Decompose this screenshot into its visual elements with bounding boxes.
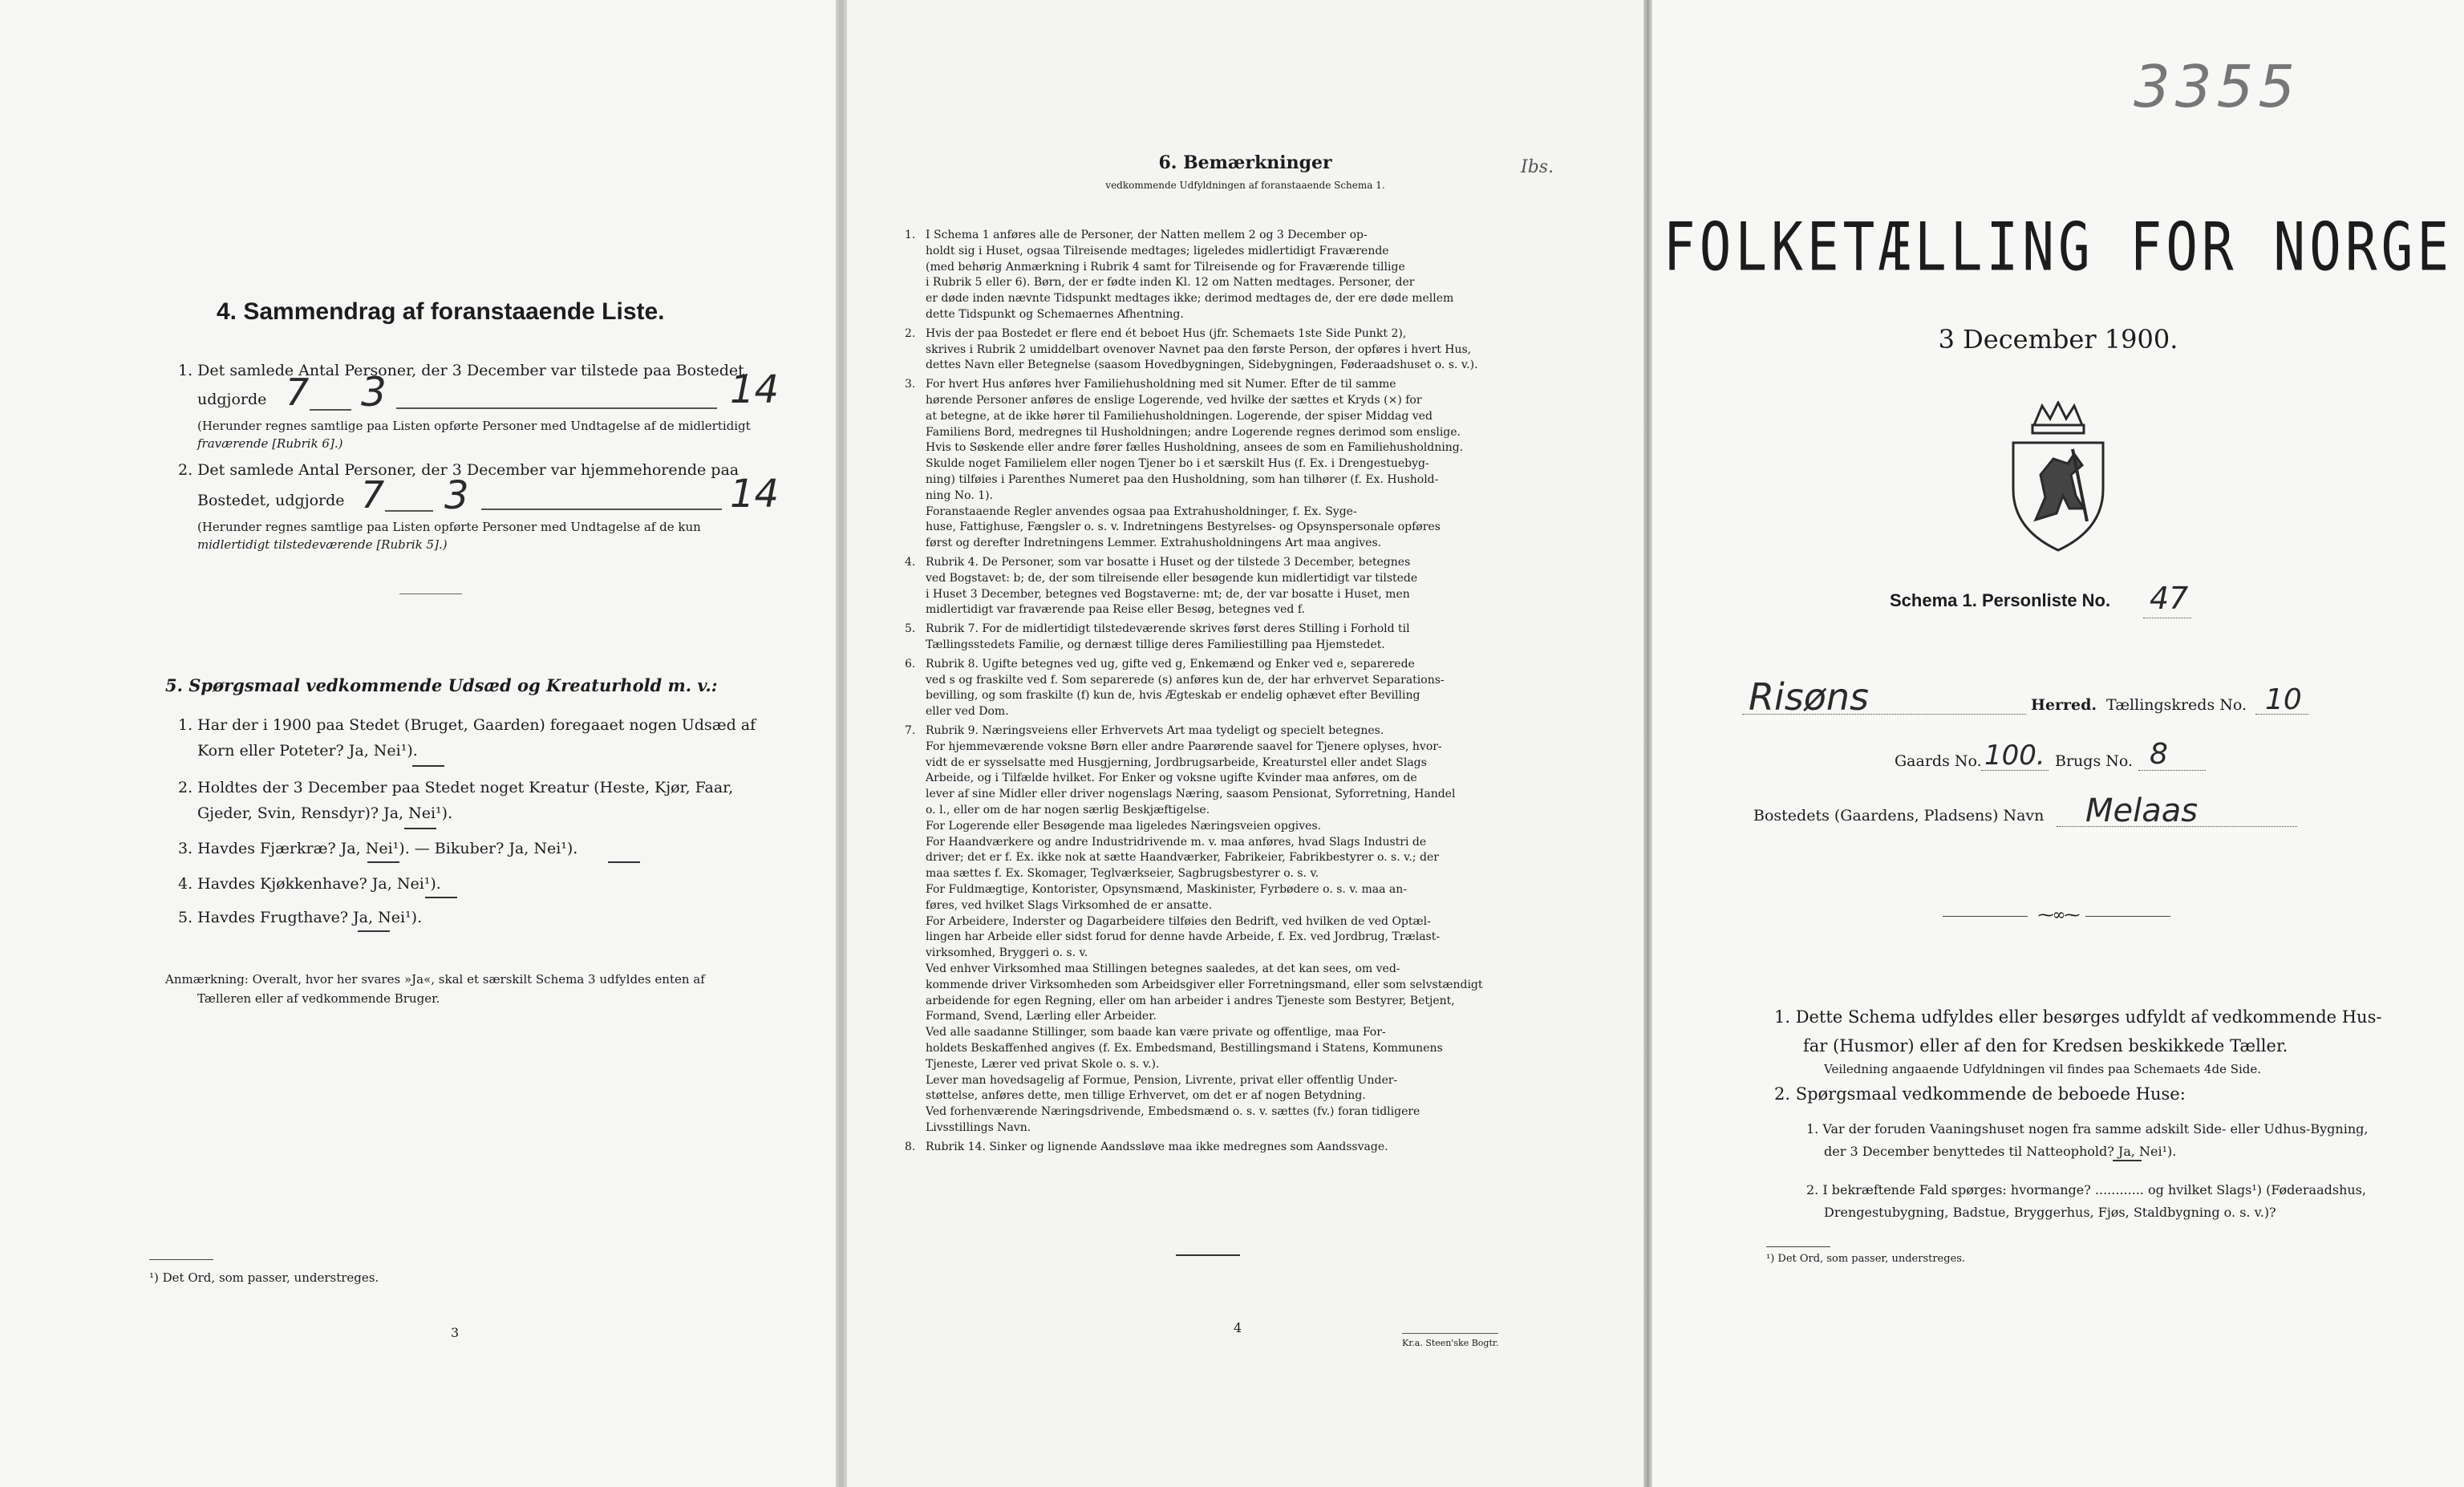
remark-line: skrives i Rubrik 2 umiddelbart ovenover Navnet paa den første Person, der opføres i hvert Hus, <box>926 342 1472 356</box>
s5-q1-line2: Korn eller Poteter? Ja, Nei¹). <box>197 742 418 760</box>
remark-line: Ved enhver Virksomhed maa Stillingen betegnes saaledes, at det kan sees, om ved- <box>926 962 1400 975</box>
census-date: 3 December 1900. <box>1938 324 2178 355</box>
ornament-rule-right <box>2085 916 2170 917</box>
q1-note-2: fraværende [Rubrik 6].) <box>197 436 343 451</box>
s5-q2-line1: 2. Holdtes der 3 December paa Stedet noget Kreatur (Heste, Kjør, Faar, <box>178 779 734 796</box>
s5-q1-underline <box>412 765 444 767</box>
remark-item <box>905 657 1551 720</box>
remark-line: Rubrik 9. Næringsveiens eller Erhvervets Art maa tydeligt og specielt betegnes. <box>926 724 1384 737</box>
remark-number: 8. <box>905 1140 916 1153</box>
remark-line: ning No. 1). <box>926 488 994 502</box>
remark-line: holdt sig i Huset, ogsaa Tilreisende medtages; ligeledes midlertidigt Fraværende <box>926 244 1389 257</box>
bosted-line <box>2057 826 2297 827</box>
remark-line: Hvis der paa Bostedet er flere end ét beboet Hus (jfr. Schemaets 1ste Side Punkt 2), <box>926 326 1407 340</box>
remarks-subtitle: vedkommende Udfyldningen af foranstaaende Schema 1. <box>1105 180 1385 191</box>
remark-line: Ved alle saadanne Stillinger, som baade kan være private og offentlige, maa For- <box>926 1026 1386 1039</box>
census-title: FOLKETÆLLING FOR NORGE <box>1663 209 2454 286</box>
remark-line1: Anmærkning: Overalt, hvor her svares »Ja«, skal et særskilt Schema 3 udfyldes enten af <box>165 972 705 987</box>
s5-q1-line1: 1. Har der i 1900 paa Stedet (Bruget, Gaarden) foregaaet nogen Udsæd af <box>178 716 756 734</box>
remark-line: midlertidigt var fraværende paa Reise eller Besøg, betegnes ved f. <box>926 603 1305 617</box>
remark-line: For hvert Hus anføres hver Familiehusholdning med sit Numer. Efter de til samme <box>926 378 1396 391</box>
remark-line: Rubrik 14. Sinker og lignende Aandssløve maa ikke medregnes som Aandssvage. <box>926 1140 1388 1153</box>
instruction2-q1-line2: der 3 December benyttedes til Natteophold? Ja, Nei¹). <box>1824 1144 2177 1159</box>
remark-line: kommende driver Virksomheden som Arbeidsgiver eller Forretningsmand, eller som selvstændigt <box>926 978 1483 991</box>
remark-item <box>905 622 1551 654</box>
page-number: 4 <box>1234 1320 1242 1335</box>
herred-line <box>1742 714 2026 715</box>
kreds-value: 10 <box>2265 683 2302 716</box>
remark-line: lever af sine Midler eller driver nogenslags Næring, saasom Pensionat, Syforretning, Handel <box>926 788 1456 801</box>
archive-number: 3355 <box>2134 53 2300 120</box>
q1-dash-1 <box>310 409 351 411</box>
brugs-label: Brugs No. <box>2055 752 2134 770</box>
s5-q3-underline-b <box>608 861 640 863</box>
remark-number: 6. <box>905 657 916 671</box>
remark-line: dettes Navn eller Betegnelse (saasom Hovedbygningen, Sidebygningen, Føderaadshuset o. s. v.). <box>926 359 1478 372</box>
gaards-value: 100. <box>1984 739 2045 772</box>
remark-line: I Schema 1 anføres alle de Personer, der Natten mellem 2 og 3 December op- <box>926 229 1368 241</box>
q1-line2: udgjorde <box>197 391 267 408</box>
kreds-line <box>2255 714 2308 715</box>
instruction2-q1-underline <box>2113 1160 2142 1161</box>
remark-line: Arbeide, og i Tilfælde hvilket. For Enker og voksne ugifte Kvinder maa anføres, om de <box>926 772 1417 785</box>
remark-line: For Fuldmægtige, Kontorister, Opsynsmænd, Maskinister, Fyrbødere o. s. v. maa an- <box>926 882 1407 896</box>
q2-line2: Bostedet, udgjorde <box>197 492 345 509</box>
s5-q4-underline <box>425 897 457 898</box>
remark-line: virksomhed, Bryggeri o. s. v. <box>926 946 1088 960</box>
instruction2-q2-line1: 2. I bekræftende Fald spørges: hvormange? ............ og hvilket Slags¹) (Føderaadshus, <box>1806 1182 2366 1197</box>
brugs-line <box>2138 770 2206 771</box>
remark-line: bevilling, og som fraskilte (f) kun de, hvis Ægteskab er endelig ophævet efter Bevilling <box>926 689 1420 703</box>
remark-line: Tællingsstedets Familie, og dernæst tillige deres Familiestilling paa Hjemstedet. <box>926 638 1385 651</box>
coat-of-arms-icon <box>2004 401 2113 553</box>
instruction1-line1: 1. Dette Schema udfyldes eller besørges udfyldt af vedkommende Hus- <box>1774 1007 2382 1027</box>
q1-value-1: 7 <box>286 371 310 414</box>
remarks-end-rule <box>1176 1254 1240 1256</box>
herred-value: Risøns <box>1749 675 1869 719</box>
remark-number: 4. <box>905 556 916 569</box>
remark-number: 7. <box>905 724 916 737</box>
q2-note-1: (Herunder regnes samtlige paa Listen opførte Personer med Undtagelse af de kun <box>197 520 701 534</box>
remark-line: føres, ved hvilket Slags Virksomhed de er ansatte. <box>926 898 1213 912</box>
remark-line: lingen har Arbeide eller sidst forud for denne havde Arbeide, f. Ex. ved Jordbrug, Trælast- <box>926 930 1441 944</box>
remark-line: hørende Personer anføres de enslige Logerende, ved hvilke der sættes et Kryds (×) for <box>926 393 1422 407</box>
instruction1-line2: far (Husmor) eller af den for Kredsen beskikkede Tæller. <box>1803 1036 2288 1055</box>
remark-line: ved Bogstavet: b; de, der som tilreisende eller besøgende kun midlertidigt var tilstede <box>926 571 1418 585</box>
q2-value-3: 14 <box>730 472 780 517</box>
remark-line: vidt de er sysselsatte med Husgjerning, Jordbrugsarbeide, Kreaturstel eller andet Slags <box>926 756 1427 769</box>
remark-item <box>905 555 1551 618</box>
remark-line: Ved forhenværende Næringsdrivende, Embedsmænd o. s. v. sættes (fv.) foran tidligere <box>926 1105 1420 1119</box>
corner-mark: Ibs. <box>1521 157 1554 177</box>
remark-line2: Tælleren eller af vedkommende Bruger. <box>197 991 440 1006</box>
s5-q3-underline-a <box>367 861 399 863</box>
remark-item <box>905 723 1551 1137</box>
ornament-rule-left <box>1943 916 2028 917</box>
remark-line: Formand, Svend, Lærling eller Arbeider. <box>926 1010 1157 1023</box>
remark-line: For Haandværkere og andre Industridrivende m. v. maa anføres, hvad Slags Industri de <box>926 835 1427 849</box>
schema-label: Schema 1. Personliste No. <box>1890 590 2111 610</box>
remark-line: o. l., eller om de har nogen særlig Beskjæftigelse. <box>926 803 1210 816</box>
gutter-right <box>1643 0 1652 1487</box>
remark-line: først og derefter Indretningens Lemmer. Extrahusholdningens Art maa angives. <box>926 537 1382 550</box>
kreds-label: Tællingskreds No. <box>2106 696 2247 714</box>
remark-line: ved s og fraskilte ved f. Som separerede (s) anføres kun de, der har erhvervet Separations- <box>926 673 1445 687</box>
remark-line: arbeidende for egen Regning, eller om han arbeider i andres Tjeneste som Bestyrer, Betjent, <box>926 994 1455 1007</box>
q2-note-2: midlertidigt tilstedeværende [Rubrik 5].) <box>197 537 448 552</box>
s5-q2-underline <box>404 828 436 829</box>
remark-line: i Rubrik 5 eller 6). Børn, der er fødte inden Kl. 12 om Natten medtages. Personer, der <box>926 276 1415 290</box>
left-page <box>0 0 836 1487</box>
footnote: ¹) Det Ord, som passer, understreges. <box>149 1270 379 1285</box>
printer-imprint: Kr.a. Steen'ske Bogtr. <box>1402 1338 1499 1348</box>
q1-note-1: (Herunder regnes samtlige paa Listen opførte Personer med Undtagelse af de midlertidigt <box>197 419 751 433</box>
instruction2-q1-line1: 1. Var der foruden Vaaningshuset nogen fra samme adskilt Side- eller Udhus-Bygning, <box>1806 1121 2369 1137</box>
bosted-value: Melaas <box>2085 792 2199 829</box>
q1-line1: 1. Det samlede Antal Personer, der 3 December var tilstede paa Bostedet, <box>178 362 749 379</box>
remark-line: Rubrik 8. Ugifte betegnes ved ug, gifte ved g, Enkemænd og Enker ved e, separerede <box>926 657 1415 671</box>
gutter-left <box>836 0 847 1487</box>
herred-label: Herred. <box>2031 696 2097 714</box>
remark-number: 2. <box>905 326 916 340</box>
remark-line: For Logerende eller Besøgende maa ligeledes Næringsveien opgives. <box>926 819 1322 833</box>
q2-dash-1 <box>385 510 433 512</box>
remark-line: Lever man hovedsagelig af Formue, Pension, Livrente, privat eller offentlig Under- <box>926 1073 1398 1087</box>
footnote-rule <box>1766 1246 1830 1247</box>
s5-q3: 3. Havdes Fjærkræ? Ja, Nei¹). — Bikuber? Ja, Nei¹). <box>178 840 578 857</box>
remark-line: maa sættes f. Ex. Skomager, Teglværkseier, Sagbrugsbestyrer o. s. v. <box>926 867 1319 881</box>
q2-value-1: 7 <box>361 473 385 517</box>
remark-line: Hvis to Søskende eller andre fører fælles Husholdning, ansees de som en Familiehusholdning. <box>926 441 1464 455</box>
s5-q2-line2: Gjeder, Svin, Rensdyr)? Ja, Nei¹). <box>197 804 453 822</box>
remark-item <box>905 326 1551 374</box>
remark-line: Skulde noget Familielem eller nogen Tjener bo i et særskilt Hus (f. Ex. i Drengestuebyg- <box>926 457 1429 471</box>
remark-line: ning) tilføies i Parenthes Numeret paa den Husholdning, som han tilhører (f. Ex. Hushold- <box>926 472 1439 486</box>
gaards-label: Gaards No. <box>1895 752 1982 770</box>
instruction2-line1: 2. Spørgsmaal vedkommende de beboede Huse: <box>1774 1084 2186 1104</box>
brugs-value: 8 <box>2150 738 2168 771</box>
remarks-title: 6. Bemærkninger <box>1158 152 1332 173</box>
printer-rule <box>1402 1333 1498 1334</box>
remark-item <box>905 1140 1551 1156</box>
q1-dash-2 <box>396 407 717 409</box>
remark-line: For hjemmeværende voksne Børn eller andre Paarørende saavel for Tjenere oplyses, hvor- <box>926 739 1442 753</box>
remark-line: driver; det er f. Ex. ikke nok at sætte Haandværker, Fabrikeier, Fabrikbestyrer o. s. v.; der <box>926 851 1439 865</box>
remark-line: støttelse, anføres dette, men tillige Erhvervet, om det er af nogen Betydning. <box>926 1089 1366 1103</box>
instruction1-line3: Veiledning angaaende Udfyldningen vil findes paa Schemaets 4de Side. <box>1824 1062 2262 1076</box>
instruction2-q2-line2: Drengestubygning, Badstue, Bryggerhus, Fjøs, Staldbygning o. s. v.)? <box>1824 1205 2276 1220</box>
remark-number: 5. <box>905 622 916 636</box>
q2-line1: 2. Det samlede Antal Personer, der 3 December var hjemmehorende paa <box>178 461 740 479</box>
remark-line: Foranstaaende Regler anvendes ogsaa paa Extrahusholdninger, f. Ex. Syge- <box>926 504 1357 518</box>
schema-number: 47 <box>2150 581 2189 616</box>
section5-title: 5. Spørgsmaal vedkommende Udsæd og Kreaturhold m. v.: <box>165 675 718 695</box>
section4-title: 4. Sammendrag af foranstaaende Liste. <box>217 298 665 325</box>
remark-line: Livsstillings Navn. <box>926 1120 1031 1134</box>
ornament: ⁓∞⁓ <box>2037 905 2079 924</box>
s5-q5-underline <box>358 930 390 932</box>
page-number: 3 <box>451 1325 460 1340</box>
remark-line: (med behørig Anmærkning i Rubrik 4 samt for Tilreisende og for Fraværende tillige <box>926 260 1405 273</box>
remark-line: For Arbeidere, Inderster og Dagarbeidere tilføies den Bedrift, ved hvilken de ved Optæl- <box>926 914 1431 928</box>
q2-dash-2 <box>481 508 722 510</box>
right-page <box>1652 0 2464 1487</box>
remark-number: 1. <box>905 229 916 241</box>
remark-line: er døde inden nævnte Tidspunkt medtages ikke; derimod medtages de, der ere døde mellem <box>926 292 1454 306</box>
s5-q5: 5. Havdes Frugthave? Ja, Nei¹). <box>178 909 423 926</box>
remark-line: Rubrik 4. De Personer, som var bosatte i Huset og der tilstede 3 December, betegnes <box>926 556 1411 569</box>
remark-line: dette Tidspunkt og Schemaernes Afhentning. <box>926 307 1184 321</box>
remark-number: 3. <box>905 378 916 391</box>
q1-value-3: 14 <box>730 367 780 412</box>
remark-item <box>905 377 1551 552</box>
s5-q4: 4. Havdes Kjøkkenhave? Ja, Nei¹). <box>178 875 441 893</box>
remark-line: Familiens Bord, medregnes til Husholdningen; andre Logerende regnes derimod som enslige. <box>926 425 1461 439</box>
bosted-label: Bostedets (Gaardens, Pladsens) Navn <box>1753 807 2045 825</box>
q2-value-2: 3 <box>444 473 469 518</box>
remark-line: i Huset 3 December, betegnes ved Bogstaverne: mt; de, der var bosatte i Huset, men <box>926 587 1410 601</box>
remark-line: eller ved Dom. <box>926 705 1009 719</box>
remark-item <box>905 228 1551 323</box>
remark-line: Rubrik 7. For de midlertidigt tilstedeværende skrives først deres Stilling i Forhold til <box>926 622 1410 636</box>
remark-line: Tjeneste, Lærer ved privat Skole o. s. v.). <box>926 1057 1160 1071</box>
footnote-rule <box>149 1259 213 1260</box>
gaards-line <box>1981 770 2049 771</box>
q1-value-2: 3 <box>361 369 387 415</box>
middle-page <box>847 0 1643 1487</box>
remark-line: huse, Fattighuse, Fængsler o. s. v. Indretningens Bestyrelses- og Opsynspersonale opføres <box>926 521 1441 534</box>
remark-line: at betegne, at de ikke hører til Familiehusholdningen. Logerende, der spiser Middag ved <box>926 409 1433 423</box>
footnote: ¹) Det Ord, som passer, understreges. <box>1766 1253 1966 1265</box>
remark-line: holdets Beskaffenhed angives (f. Ex. Embedsmand, Bestillingsmand i Statens, Kommunens <box>926 1041 1443 1055</box>
